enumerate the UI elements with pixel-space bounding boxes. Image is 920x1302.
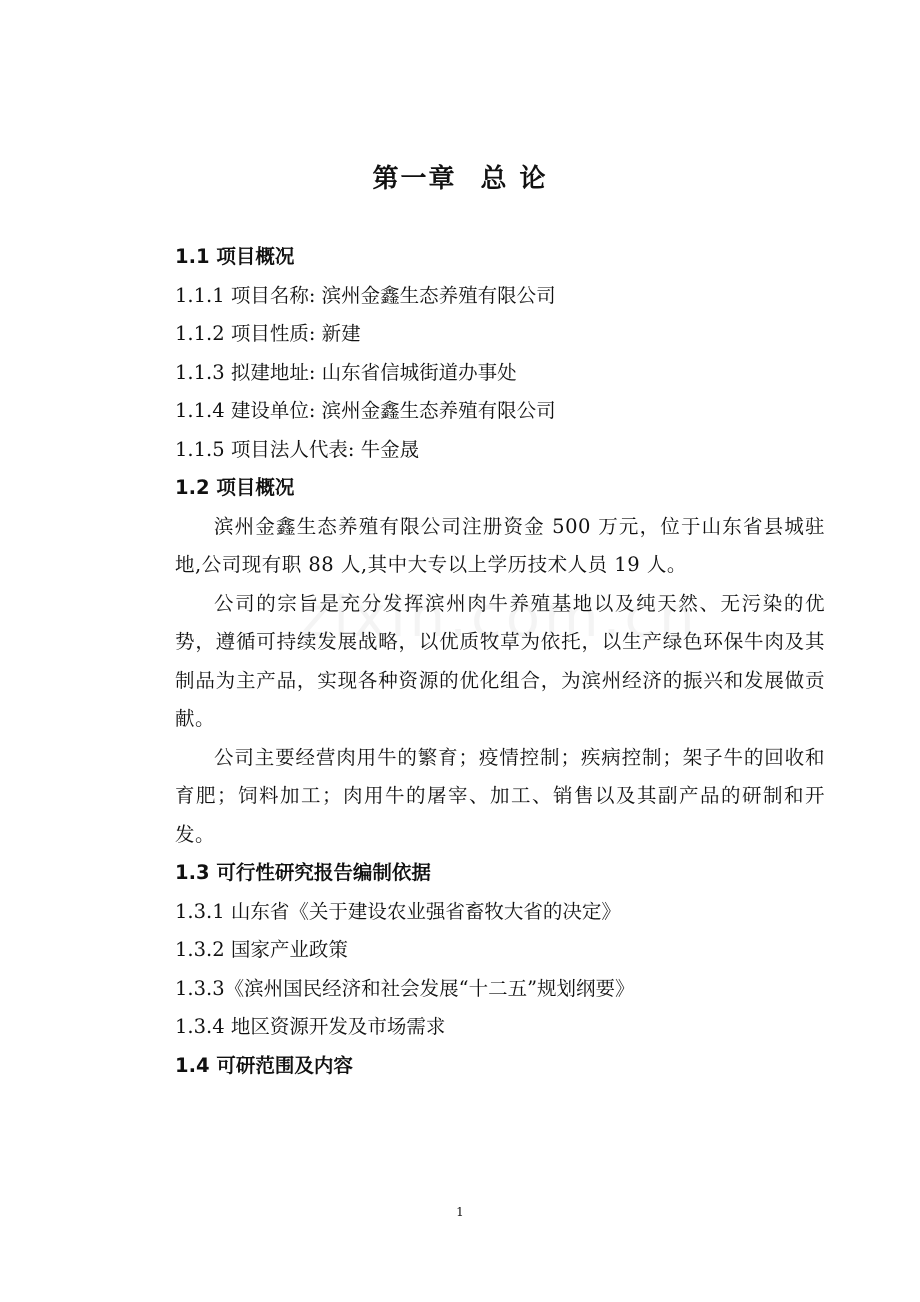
list-item: 1.1.4 建设单位: 滨州金鑫生态养殖有限公司	[175, 399, 556, 422]
chapter-number: 第一章	[372, 164, 457, 194]
list-item: 1.1.1 项目名称: 滨州金鑫生态养殖有限公司	[175, 283, 556, 307]
section-heading: 1.4 可研范围及内容	[175, 1053, 353, 1077]
page-number: 1	[456, 1205, 464, 1219]
paragraph: 滨州金鑫生态养殖有限公司注册资金 500 万元，位于山东省县城驻地,公司现有职 88 人,其中大专以上学历技术人员 19 人。	[175, 514, 825, 576]
paragraph: 公司主要经营肉用牛的繁育；疫情控制；疾病控制；架子牛的回收和育肥；饲料加工；肉用牛的屠宰、加工、销售以及其副产品的研制和开发。	[175, 745, 825, 846]
list-item: 1.3.3《滨州国民经济和社会发展“十二五”规划纲要》	[175, 976, 635, 1000]
list-item: 1.3.1 山东省《关于建设农业强省畜牧大省的决定》	[175, 899, 621, 923]
document-body	[175, 238, 825, 1085]
paragraph: 公司的宗旨是充分发挥滨州肉牛养殖基地以及纯天然、无污染的优势，遵循可持续发展战略，以优质牧草为依托，以生产绿色环保牛肉及其制品为主产品，实现各种资源的优化组合，为滨州经济的振兴和发展做贡献。	[175, 591, 825, 730]
list-item: 1.3.4 地区资源开发及市场需求	[175, 1015, 446, 1038]
section-heading: 1.2 项目概况	[175, 476, 295, 499]
list-item: 1.3.2 国家产业政策	[175, 938, 348, 961]
list-item: 1.1.2 项目性质: 新建	[175, 322, 361, 345]
list-item: 1.1.3 拟建地址: 山东省信城街道办事处	[175, 360, 517, 384]
section-heading: 1.1 项目概况	[175, 245, 295, 268]
chapter-title	[0, 158, 920, 195]
chapter-name: 总 论	[480, 164, 548, 194]
list-item: 1.1.5 项目法人代表: 牛金晟	[175, 437, 420, 461]
section-heading: 1.3 可行性研究报告编制依据	[175, 861, 431, 884]
